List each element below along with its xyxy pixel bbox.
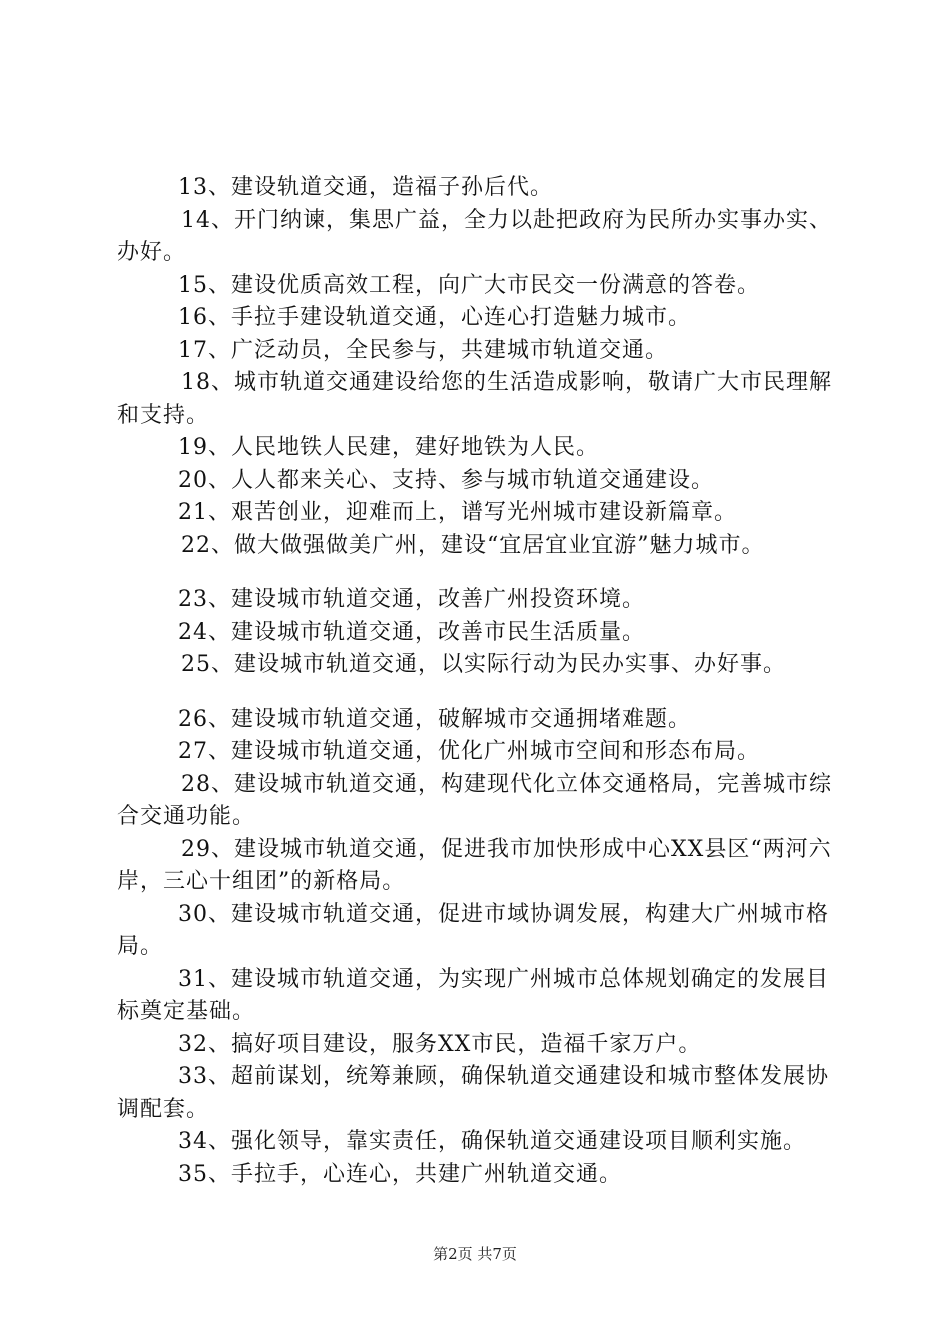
page-number-footer: 第2页 共7页 xyxy=(433,1245,517,1263)
paragraph-24: 24、建设城市轨道交通，改善市民生活质量。 xyxy=(178,619,645,645)
paragraph-34: 34、强化领导，靠实责任，确保轨道交通建设项目顺利实施。 xyxy=(178,1129,806,1154)
paragraph-32: 32、搞好项目建设，服务XX市民，造福千家万户。 xyxy=(178,1031,702,1057)
paragraph-17: 17、广泛动员，全民参与，共建城市轨道交通。 xyxy=(178,337,668,363)
paragraph-26: 26、建设城市轨道交通，破解城市交通拥堵难题。 xyxy=(178,706,691,732)
paragraph-27: 27、建设城市轨道交通，优化广州城市空间和形态布局。 xyxy=(178,739,760,764)
paragraph-23: 23、建设城市轨道交通，改善广州投资环境。 xyxy=(178,587,645,612)
paragraph-29: 29、建设城市轨道交通，促进我市加快形成中心XX县区“两河六岸，三心十组团”的新格局。 xyxy=(117,836,832,894)
paragraph-13: 13、建设轨道交通，造福子孙后代。 xyxy=(178,175,553,200)
paragraph-28: 28、建设城市轨道交通，构建现代化立体交通格局，完善城市综合交通功能。 xyxy=(117,771,832,829)
paragraph-33: 33、超前谋划，统筹兼顾，确保轨道交通建设和城市整体发展协调配套。 xyxy=(117,1064,829,1122)
paragraph-18: 18、城市轨道交通建设给您的生活造成影响，敬请广大市民理解和支持。 xyxy=(117,370,832,428)
paragraph-25: 25、建设城市轨道交通，以实际行动为民办实事、办好事。 xyxy=(181,652,786,677)
paragraph-19: 19、人民地铁人民建，建好地铁为人民。 xyxy=(178,435,599,460)
slogan-list xyxy=(117,172,837,1191)
paragraph-21: 21、艰苦创业，迎难而上，谱写光州城市建设新篇章。 xyxy=(178,500,737,525)
paragraph-22: 22、做大做强做美广州，建设“宜居宜业宜游”魅力城市。 xyxy=(181,532,765,558)
paragraph-35: 35、手拉手，心连心，共建广州轨道交通。 xyxy=(178,1161,622,1187)
paragraph-30: 30、建设城市轨道交通，促进市域协调发展，构建大广州城市格局。 xyxy=(117,901,829,959)
paragraph-16: 16、手拉手建设轨道交通，心连心打造魅力城市。 xyxy=(178,305,691,330)
paragraph-31: 31、建设城市轨道交通，为实现广州城市总体规划确定的发展目标奠定基础。 xyxy=(117,966,829,1024)
paragraph-20: 20、人人都来关心、支持、参与城市轨道交通建设。 xyxy=(178,467,714,493)
paragraph-14: 14、开门纳谏，集思广益，全力以赴把政府为民所办实事办实、办好。 xyxy=(117,207,832,265)
paragraph-15: 15、建设优质高效工程，向广大市民交一份满意的答卷。 xyxy=(178,272,760,298)
